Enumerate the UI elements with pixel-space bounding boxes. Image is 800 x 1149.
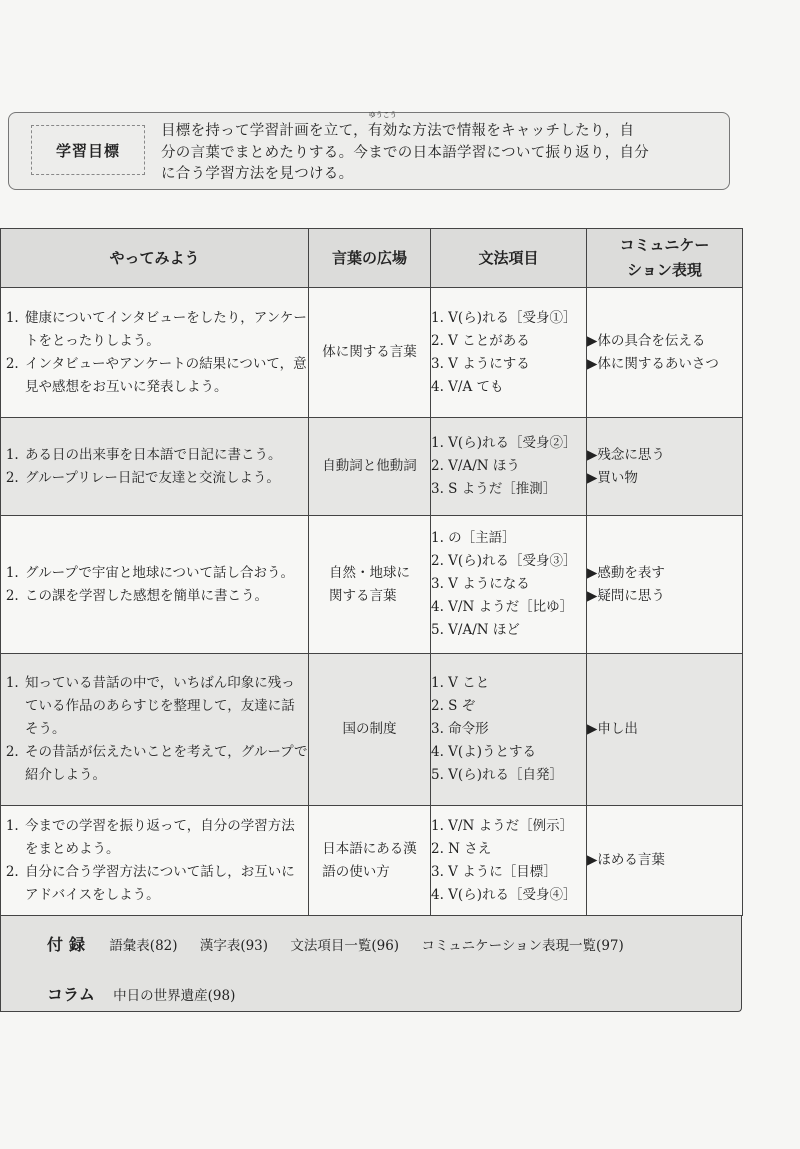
grammar-cell [431,806,587,916]
activities-cell [1,516,309,654]
hiroba-cell [309,806,431,916]
ruby-yuukou [367,111,398,143]
learning-goal-text [161,111,721,186]
activity-item: 2. その昔話が伝えたいことを考えて，グループで紹介しよう。 [23,741,308,787]
hiroba-cell [309,654,431,806]
appendix-item: 語彙表(82) [109,938,178,954]
grammar-item: 3. 命令形 [431,721,489,737]
table-row [1,418,743,516]
appendix-item: コミュニケーション表現一覧(97) [421,938,624,954]
appendix-section [0,916,742,1012]
hiroba-text [329,562,410,608]
header-yattemiyou: やってみよう [1,229,309,288]
hiroba-line: 関する言葉 [329,587,397,604]
communication-cell [587,516,743,654]
grammar-item: 5. V(ら)れる［自発］ [431,767,563,783]
communication-item: ▶申し出 [587,721,638,737]
activities-cell [1,288,309,418]
hiroba-text: 自動詞と他動詞 [322,458,417,474]
activity-item: 1. 健康についてインタビューをしたり，アンケートをとったりしよう。 [23,307,308,353]
hiroba-line: 自然・地球に [329,564,410,581]
communication-item: ▶買い物 [587,469,638,486]
activity-item: 2. インタビューやアンケートの結果について，意見や感想をお互いに発表しよう。 [23,353,308,399]
communication-item: ▶疑問に思う [587,587,665,604]
grammar-item: 1. の［主語］ [431,530,516,546]
communication-cell [587,288,743,418]
ruby-base: 有効 [367,123,398,139]
activity-item: 1. グループで宇宙と地球について話し合おう。 [23,562,308,585]
communication-item: ▶感動を表す [587,564,665,581]
communication-item: ▶体に関するあいさつ [587,355,719,372]
ruby-reading: ゆうこう [368,111,397,119]
hiroba-line: 日本語にある漢 [322,840,417,857]
grammar-item: 2. S ぞ [431,698,476,714]
grammar-item: 4. V/N ようだ［比ゆ］ [431,599,574,615]
goal-line-3: に合う学習方法を見つける。 [161,166,354,182]
communication-cell [587,654,743,806]
grammar-item: 1. V/N ようだ［例示］ [431,817,574,834]
column-row [47,982,253,1005]
grammar-item: 2. V(ら)れる［受身③］ [431,553,577,569]
appendix-item: 文法項目一覧(96) [290,938,400,954]
activities-cell [1,418,309,516]
activities-cell [1,654,309,806]
activity-item: 2. 自分に合う学習方法について話し，お互いにアドバイスをしよう。 [23,861,308,907]
table-row [1,516,743,654]
activity-item: 1. ある日の出来事を日本語で日記に書こう。 [23,444,308,467]
grammar-item: 3. V ようにする [431,355,530,372]
goal-line-2: 分の言葉でまとめたりする。今までの日本語学習について振り返り，自分 [161,144,650,161]
communication-item: ▶体の具合を伝える [587,332,706,349]
grammar-item: 2. V/A/N ほう [431,458,520,474]
appendix-label: 付録 [47,935,92,954]
activity-item: 2. グループリレー日記で友達と交流しよう。 [23,467,308,490]
header-bunpou-koumoku: 文法項目 [431,229,587,288]
communication-cell [587,806,743,916]
grammar-item: 1. V こと [431,675,490,691]
hiroba-cell [309,288,431,418]
grammar-item: 4. V/A ても [431,378,504,395]
grammar-item: 2. V ことがある [431,332,530,349]
contents-table [0,228,743,916]
goal-line-1-post: な方法で情報をキャッチしたり，自 [397,123,635,139]
hiroba-text [322,838,417,884]
column-item: 中日の世界遺産(98) [113,988,236,1004]
header-communication [587,229,743,288]
goal-line-1 [161,111,721,143]
header-communication-line-2: ション表現 [627,261,702,279]
activity-item: 1. 今までの学習を振り返って，自分の学習方法をまとめよう。 [23,815,308,861]
learning-goal-label: 学習目標 [31,125,145,175]
table-row [1,288,743,418]
grammar-item: 1. V(ら)れる［受身①］ [431,309,577,326]
table-row [1,654,743,806]
grammar-item: 5. V/A/N ほど [431,622,520,638]
grammar-cell [431,418,587,516]
grammar-item: 4. V(ら)れる［受身④］ [431,886,577,903]
header-communication-line-1: コミュニケー [619,236,710,254]
hiroba-cell [309,516,431,654]
hiroba-line: 語の使い方 [322,863,390,880]
learning-goal-box [8,112,730,190]
activity-item: 2. この課を学習した感想を簡単に書こう。 [23,585,308,608]
activity-item: 1. 知っている昔話の中で，いちばん印象に残っている作品のあらすじを整理して，友達に話そう。 [23,672,308,741]
grammar-item: 3. V ようになる [431,576,530,592]
hiroba-text: 体に関する言葉 [322,344,417,360]
grammar-item: 1. V(ら)れる［受身②］ [431,435,577,451]
header-kotoba-no-hiroba: 言葉の広場 [309,229,431,288]
goal-line-1-pre: 目標を持って学習計画を立て， [161,123,368,139]
grammar-cell [431,654,587,806]
hiroba-text: 国の制度 [342,721,397,737]
communication-item: ▶残念に思う [587,446,665,463]
grammar-cell [431,516,587,654]
hiroba-cell [309,418,431,516]
table-header-row [1,229,743,288]
appendix-row [47,932,642,955]
grammar-item: 3. V ように［目標］ [431,863,557,880]
appendix-item: 漢字表(93) [199,938,269,954]
activities-cell [1,806,309,916]
table-row [1,806,743,916]
grammar-item: 3. S ようだ［推測］ [431,481,557,497]
column-label: コラム [47,985,95,1004]
grammar-item: 4. V(よ)うとする [431,744,536,760]
communication-item: ▶ほめる言葉 [587,852,665,868]
grammar-item: 2. N さえ [431,840,492,857]
grammar-cell [431,288,587,418]
communication-cell [587,418,743,516]
